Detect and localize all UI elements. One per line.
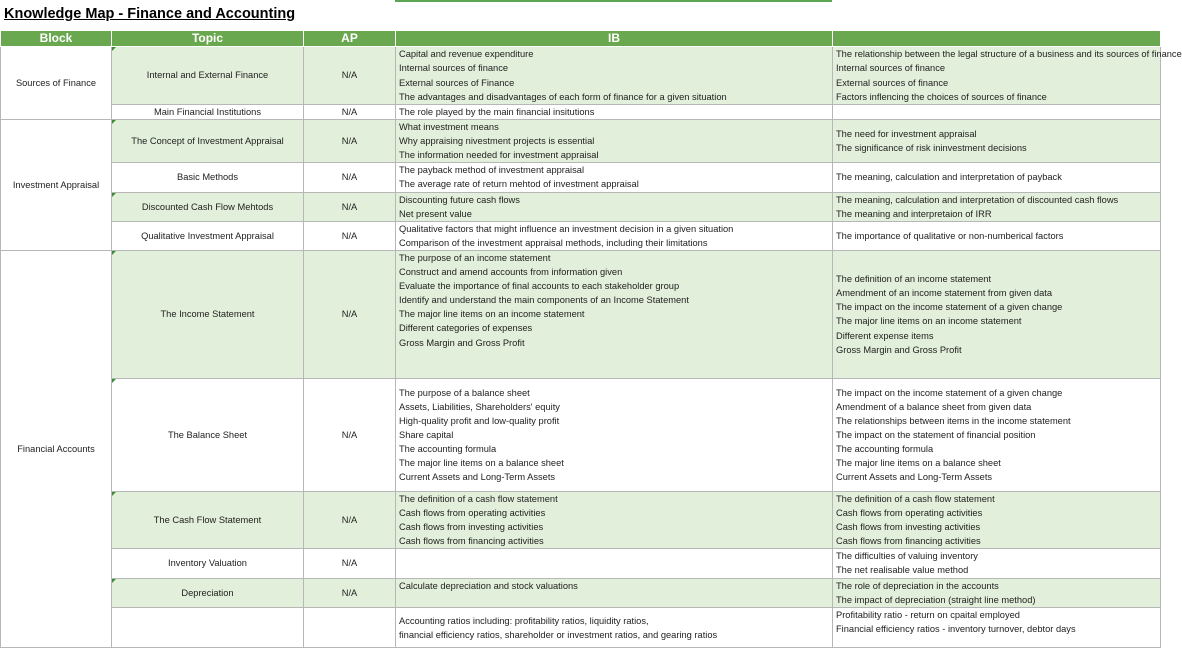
table-row — [1, 120, 1161, 163]
table-row — [1, 105, 1161, 120]
header-block[interactable]: Block — [1, 31, 112, 47]
ap-cell[interactable]: N/A — [304, 250, 396, 378]
ib-cell[interactable] — [396, 549, 833, 578]
ib-cell[interactable]: Calculate depreciation and stock valuations — [396, 578, 833, 607]
ib-cell[interactable]: Discounting future cash flows Net present value — [396, 192, 833, 221]
ib-cell[interactable]: The purpose of a balance sheet Assets, Liabilities, Shareholders' equity High-quality profit and low-quality profit Share capital The accounting formula The major line items on a balance sheet Current Assets and Long-Term Assets — [396, 378, 833, 491]
ib-cell[interactable]: The payback method of investment appraisal The average rate of return mehtod of investment appraisal — [396, 163, 833, 192]
extra-cell[interactable]: The need for investment appraisal The significance of risk ininvestment decisions — [833, 120, 1161, 163]
topic-cell[interactable]: Discounted Cash Flow Mehtods — [112, 192, 304, 221]
extra-cell[interactable]: The relationship between the legal structure of a business and its sources of finance Internal sources of finance External sources of finance Factors inflencing the choices of sources of finance — [833, 47, 1161, 105]
ib-cell[interactable]: The role played by the main financial insitutions — [396, 105, 833, 120]
ap-cell[interactable]: N/A — [304, 120, 396, 163]
extra-cell[interactable]: The meaning, calculation and interpretation of payback — [833, 163, 1161, 192]
table-row — [1, 163, 1161, 192]
header-ap[interactable]: AP — [304, 31, 396, 47]
ib-cell[interactable]: The definition of a cash flow statement Cash flows from operating activities Cash flows from investing activities Cash flows from financing activities — [396, 491, 833, 548]
ib-cell[interactable]: The purpose of an income statement Construct and amend accounts from information given Evaluate the importance of final accounts to each stakeholder group Identify and understand the main components of an Income Statement The major line items on an income statement Different categories of expenses Gross Margin and Gross Profit — [396, 250, 833, 378]
page-title: Knowledge Map - Finance and Accounting — [4, 6, 296, 22]
ib-cell[interactable]: Qualitative factors that might influence an investment decision in a given situation Comparison of the investment appraisal methods, including their limitations — [396, 221, 833, 250]
topic-cell[interactable]: Inventory Valuation — [112, 549, 304, 578]
ap-cell[interactable]: N/A — [304, 105, 396, 120]
ap-cell[interactable]: N/A — [304, 221, 396, 250]
topic-cell[interactable] — [112, 607, 304, 647]
header-ib[interactable]: IB — [396, 31, 833, 47]
ap-cell[interactable]: N/A — [304, 47, 396, 105]
table-row — [1, 47, 1161, 105]
ap-cell[interactable] — [304, 607, 396, 647]
table-row — [1, 250, 1161, 378]
ap-cell[interactable]: N/A — [304, 549, 396, 578]
ap-cell[interactable]: N/A — [304, 378, 396, 491]
topic-cell[interactable]: The Income Statement — [112, 250, 304, 378]
ib-cell[interactable]: Accounting ratios including: profitability ratios, liquidity ratios, financial efficiency ratios, shareholder or investment ratios, and gearing ratios — [396, 607, 833, 647]
table-row — [1, 221, 1161, 250]
extra-cell[interactable]: Profitability ratio - return on cpaital employed Financial efficiency ratios - inventory turnover, debtor days — [833, 607, 1161, 647]
topic-cell[interactable]: Internal and External Finance — [112, 47, 304, 105]
topic-cell[interactable]: The Concept of Investment Appraisal — [112, 120, 304, 163]
table-row — [1, 549, 1161, 578]
topic-cell[interactable]: Depreciation — [112, 578, 304, 607]
table-row — [1, 491, 1161, 548]
header-row — [1, 31, 1161, 47]
topic-cell[interactable]: Basic Methods — [112, 163, 304, 192]
block-cell[interactable]: Sources of Finance — [1, 47, 112, 120]
extra-cell[interactable]: The meaning, calculation and interpretation of discounted cash flows The meaning and interpretaion of IRR — [833, 192, 1161, 221]
header-extra[interactable] — [833, 31, 1161, 47]
ap-cell[interactable]: N/A — [304, 491, 396, 548]
block-cell[interactable]: Investment Appraisal — [1, 120, 112, 251]
topic-cell[interactable]: The Balance Sheet — [112, 378, 304, 491]
extra-cell[interactable]: The importance of qualitative or non-numberical factors — [833, 221, 1161, 250]
extra-cell[interactable]: The definition of an income statement Amendment of an income statement from given data The impact on the income statement of a given change The major line items on an income statement Different expense items Gross Margin and Gross Profit — [833, 250, 1161, 378]
selection-line — [395, 0, 832, 2]
topic-cell[interactable]: Qualitative Investment Appraisal — [112, 221, 304, 250]
extra-cell[interactable]: The impact on the income statement of a given change Amendment of a balance sheet from given data The relationships between items in the income statement The impact on the statement of financial position The accounting formula The major line items on a balance sheet Current Assets and Long-Term Assets — [833, 378, 1161, 491]
block-cell[interactable]: Financial Accounts — [1, 250, 112, 647]
extra-cell[interactable]: The difficulties of valuing inventory The net realisable value method — [833, 549, 1161, 578]
ib-cell[interactable]: Capital and revenue expenditure Internal sources of finance External sources of Finance The advantages and disadvantages of each form of finance for a given situation — [396, 47, 833, 105]
extra-cell[interactable]: The definition of a cash flow statement Cash flows from operating activities Cash flows from investing activities Cash flows from financing activities — [833, 491, 1161, 548]
ib-cell[interactable]: What investment means Why appraising nivestment projects is essential The information needed for investment appraisal — [396, 120, 833, 163]
table-row — [1, 578, 1161, 607]
ap-cell[interactable]: N/A — [304, 192, 396, 221]
table-row — [1, 607, 1161, 647]
table-row — [1, 192, 1161, 221]
table-row — [1, 378, 1161, 491]
extra-cell[interactable] — [833, 105, 1161, 120]
ap-cell[interactable]: N/A — [304, 578, 396, 607]
extra-cell[interactable]: The role of depreciation in the accounts The impact of depreciation (straight line method) — [833, 578, 1161, 607]
ap-cell[interactable]: N/A — [304, 163, 396, 192]
knowledge-map-table — [0, 30, 1182, 648]
header-topic[interactable]: Topic — [112, 31, 304, 47]
topic-cell[interactable]: Main Financial Institutions — [112, 105, 304, 120]
topic-cell[interactable]: The Cash Flow Statement — [112, 491, 304, 548]
